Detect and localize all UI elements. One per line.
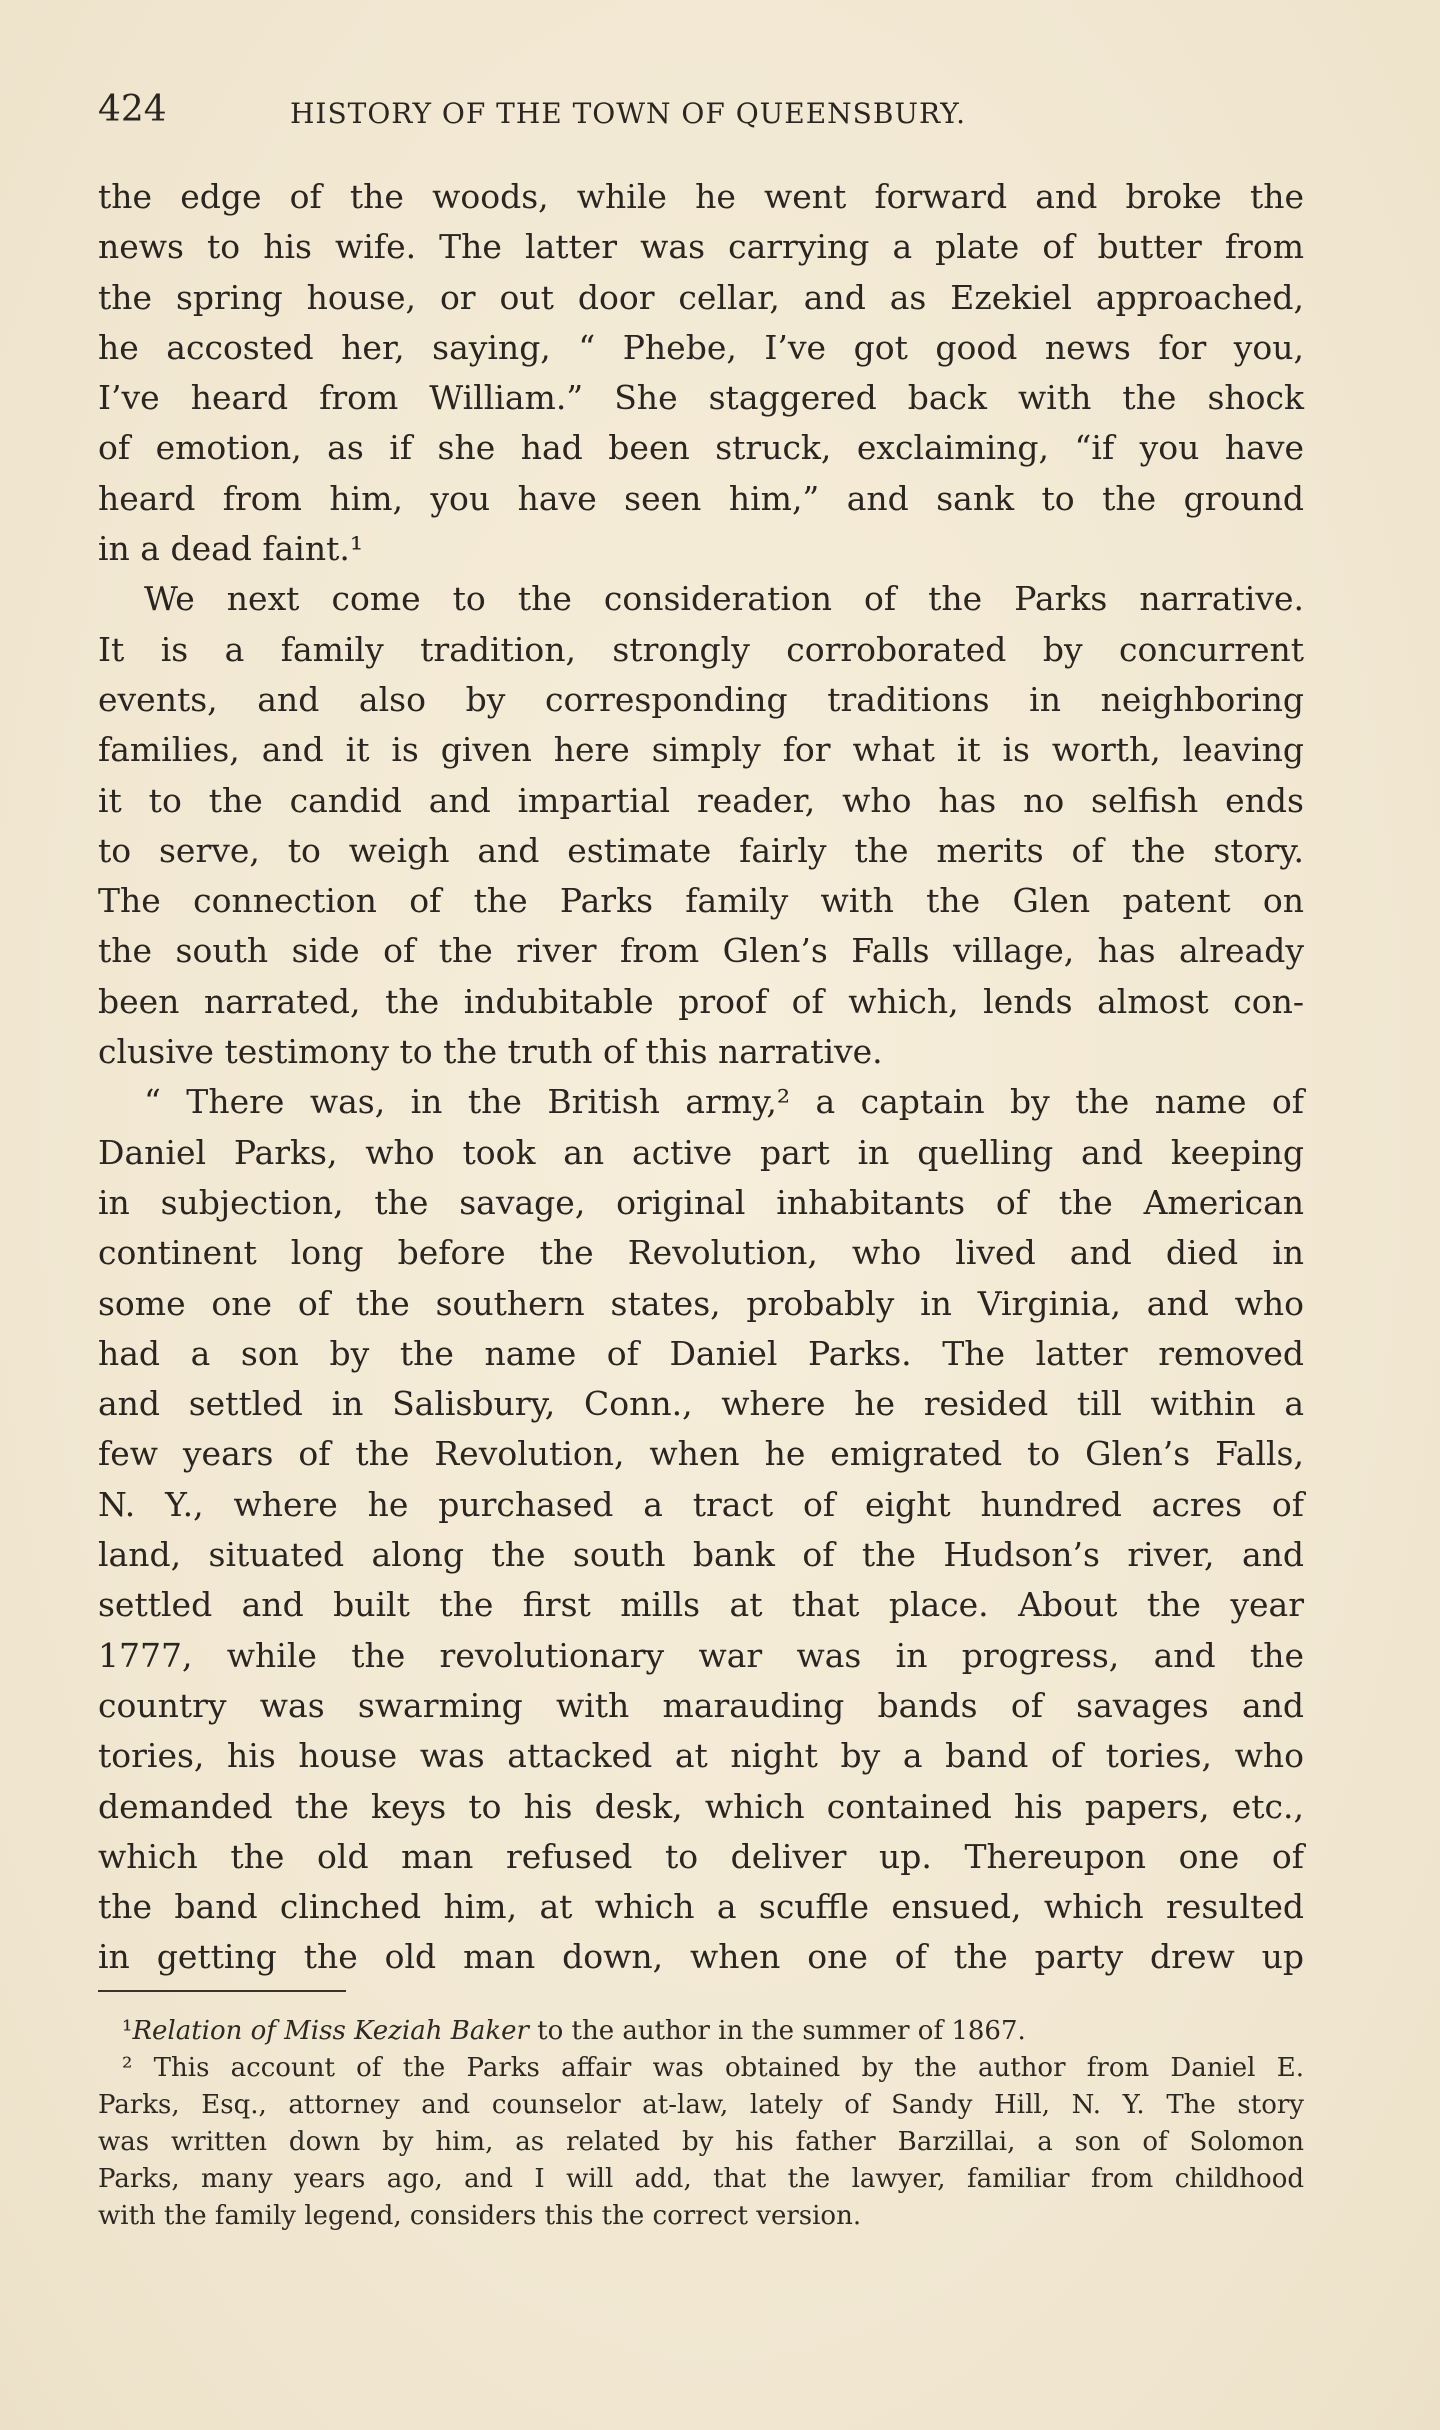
text-line: continent long before the Revolution, who lived and died in [98,1233,1304,1273]
text-line: land, situated along the south bank of the Hudson’s river, and [98,1535,1304,1575]
text-line: few years of the Revolution, when he emigrated to Glen’s Falls, [98,1434,1304,1474]
text-line: he accosted her, saying, “ Phebe, I’ve got good news for you, [98,327,1304,367]
body-text [98,172,1304,1983]
text-line: the spring house, or out door cellar, and as Ezekiel approached, [98,277,1304,317]
footnote-1-source: Relation of Miss Keziah Baker [132,2016,529,2046]
text-line: it to the candid and impartial reader, who has no selfish ends [98,780,1304,820]
text-line: the south side of the river from Glen’s Falls village, has already [98,931,1304,971]
text-line: tories, his house was attacked at night by a band of tories, who [98,1736,1304,1776]
text-line: which the old man refused to deliver up. Thereupon one of [98,1836,1304,1876]
footnote-2-line: with the family legend, considers this the correct version. [98,2201,862,2231]
text-line: I’ve heard from William.” She staggered back with the shock [98,378,1304,418]
text-line: demanded the keys to his desk, which contained his papers, etc., [98,1786,1304,1826]
text-line: been narrated, the indubitable proof of which, lends almost con- [98,981,1304,1021]
text-line: the band clinched him, at which a scuffle ensued, which resulted [98,1887,1304,1927]
text-line: to serve, to weigh and estimate fairly the merits of the story. [98,830,1304,870]
running-title: HISTORY OF THE TOWN OF QUEENSBURY. [290,97,966,130]
text-line: families, and it is given here simply for what it is worth, leaving [98,730,1304,770]
text-line: clusive testimony to the truth of this narrative. [98,1032,883,1072]
footnotes [98,2013,1304,2235]
text-line: in a dead faint.¹ [98,529,364,569]
text-line: in subjection, the savage, original inhabitants of the American [98,1182,1304,1222]
text-line: settled and built the first mills at that place. About the year [98,1585,1304,1625]
paragraph-start-line: We next come to the consideration of the Parks narrative. [144,579,1304,619]
text-line: had a son by the name of Daniel Parks. The latter removed [98,1333,1304,1373]
text-line: Daniel Parks, who took an active part in quelling and keeping [98,1132,1304,1172]
text-line: events, and also by corresponding traditions in neighboring [98,679,1304,719]
text-line: country was swarming with marauding bands of savages and [98,1685,1304,1725]
footnote-2-line: ² This account of the Parks affair was obtained by the author from Daniel E. [122,2053,1304,2083]
text-line: some one of the southern states, probably in Virginia, and who [98,1283,1304,1323]
text-line: heard from him, you have seen him,” and sank to the ground [98,478,1304,518]
page-number: 424 [98,89,167,130]
running-head [98,82,1298,138]
footnote-divider [98,1990,346,1992]
text-line: news to his wife. The latter was carrying a plate of butter from [98,227,1304,267]
text-line: N. Y., where he purchased a tract of eight hundred acres of [98,1484,1304,1524]
footnote-2-line: Parks, many years ago, and I will add, that the lawyer, familiar from childhood [98,2164,1304,2194]
footnote-1 [98,2013,1304,2050]
paragraph-start-line: “ There was, in the British army,² a captain by the name of [144,1082,1304,1122]
footnote-1-marker: ¹ [122,2016,133,2046]
text-line: the edge of the woods, while he went forward and broke the [98,177,1304,216]
text-line: of emotion, as if she had been struck, exclaiming, “if you have [98,428,1304,468]
text-line: 1777, while the revolutionary war was in progress, and the [98,1635,1304,1675]
footnote-1-text: to the author in the summer of 1867. [528,2016,1026,2046]
footnote-2-line: Parks, Esq., attorney and counselor at-law, lately of Sandy Hill, N. Y. The story [98,2090,1304,2120]
text-line: in getting the old man down, when one of the party drew up [98,1937,1304,1977]
text-line: It is a family tradition, strongly corroborated by concurrent [98,629,1304,669]
text-line: and settled in Salisbury, Conn., where he resided till within a [98,1384,1304,1424]
footnote-2-line: was written down by him, as related by his father Barzillai, a son of Solomon [98,2127,1304,2157]
text-line: The connection of the Parks family with the Glen patent on [98,881,1304,921]
